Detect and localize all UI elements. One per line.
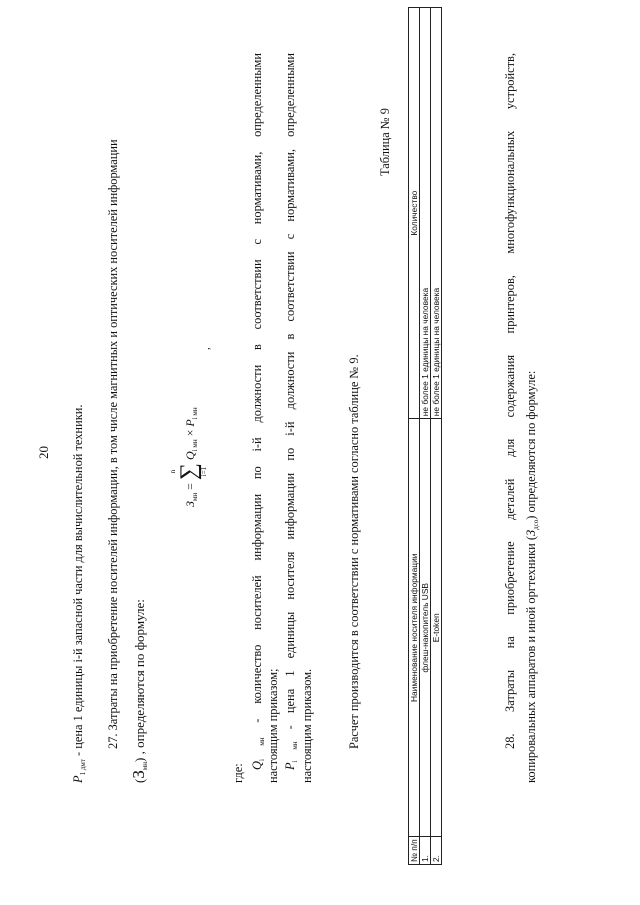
paragraph-28-text: копировальных аппаратов и иной оргтехники ( <box>524 536 538 783</box>
sum-lower-limit: i=1 <box>200 466 208 477</box>
price-text: - цена 1 единицы i-й запасной части для вычислительной техники. <box>71 404 85 756</box>
media-cost-subscript: мн <box>141 761 149 771</box>
formula-sum <box>170 463 208 480</box>
paragraph-28-line2 <box>524 371 544 783</box>
table-caption: Таблица № 9 <box>378 108 392 176</box>
q-subscript: i мн <box>258 737 266 762</box>
table-9 <box>408 7 442 865</box>
p-definition-line2: настоящим приказом. <box>300 668 314 783</box>
parts-cost-symbol: З <box>524 529 538 537</box>
paragraph-27-tail: ) , определяются по формуле: <box>132 599 147 762</box>
formula-lhs-subscript: мн <box>190 492 199 502</box>
cell-media-name: флеш-накопитель USB <box>420 419 431 837</box>
table-header-row <box>409 8 420 865</box>
q-definition-line1 <box>250 53 270 770</box>
p-definition-line1 <box>283 53 303 770</box>
paragraph-27-line2 <box>131 599 153 783</box>
header-number: № п/п <box>409 837 420 865</box>
cell-number: 1. <box>420 837 431 865</box>
open-paren: ( <box>132 778 147 783</box>
where-label: где: <box>231 763 245 783</box>
formula-lhs: З <box>182 501 197 507</box>
formula-q: Q <box>182 451 197 460</box>
cell-number: 2. <box>431 837 442 865</box>
table-row <box>431 8 442 865</box>
paragraph-28-tail: ) определяются по формуле: <box>524 370 538 520</box>
formula-q-subscript: i мн <box>190 439 199 452</box>
cell-quantity: не более 1 единицы на человека <box>431 8 442 419</box>
paragraph-28-line1: 28. Затраты на приобретение деталей для содержания принтеров, многофункциональных устройств, <box>503 53 517 749</box>
calculation-note: Расчет производится в соответствии с нормативами согласно таблице № 9. <box>347 354 361 749</box>
price-symbol: P <box>71 775 85 783</box>
sum-upper-limit: n <box>169 469 177 474</box>
q-definition-line2: настоящим приказом; <box>266 668 280 783</box>
formula-trailing-comma: , <box>200 347 212 350</box>
table-row <box>420 8 431 865</box>
p-definition-text: - цена 1 единицы носителя информации по i-й должности в соответствии с нормативами, определенными <box>283 53 297 730</box>
header-quantity: Количество <box>409 8 420 419</box>
q-definition-text: - количество носителей информации по i-й должности в соответствии с нормативами, определенными <box>250 53 264 723</box>
cell-quantity: не более 1 единицы на человека <box>420 8 431 419</box>
formula-times: × <box>182 429 197 437</box>
price-subscript: 1 дмт <box>79 759 87 776</box>
formula-media-cost <box>169 407 210 507</box>
formula-p-subscript: i мн <box>190 407 199 420</box>
formula-equals: = <box>182 483 197 490</box>
paragraph-27-text: 27. Затраты на приобретение носителей информации, в том числе магнитных и оптических носителей информации <box>106 139 120 749</box>
sigma-icon: ∑ <box>176 462 202 481</box>
formula-p: P <box>182 419 197 427</box>
header-media-name: Наименование носителя информации <box>409 419 420 837</box>
parts-cost-subscript: дсо <box>532 519 540 530</box>
cell-media-name: E-token <box>431 419 442 837</box>
page-number: 20 <box>36 446 51 459</box>
line-spare-part-price <box>71 405 91 783</box>
paragraph-27-line1 <box>106 139 121 749</box>
q-symbol: Q <box>250 761 264 770</box>
p-symbol: P <box>283 762 297 770</box>
p-subscript: i мн <box>291 741 299 763</box>
media-cost-symbol: З <box>129 770 148 779</box>
